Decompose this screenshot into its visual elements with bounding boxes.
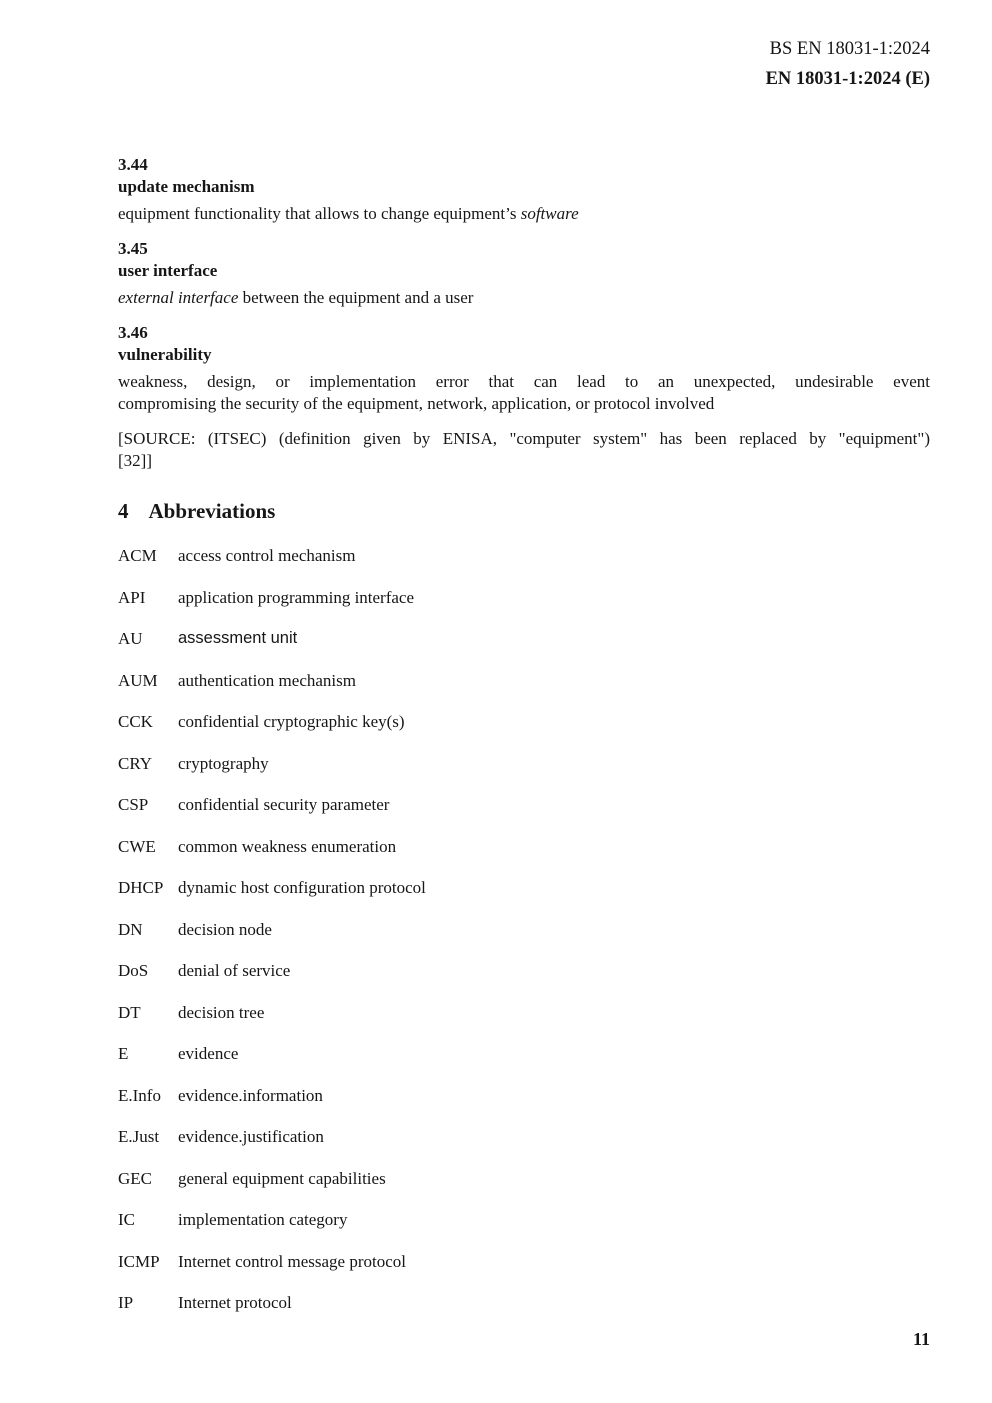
- abbreviation-row: [118, 1292, 930, 1313]
- definition-text-suffix: between the equipment and a user: [238, 288, 474, 307]
- source-note-line1: [SOURCE: (ITSEC) (definition given by ENISA, "computer system" has been replaced by "equipment"): [118, 429, 930, 448]
- abbreviation-code: ACM: [118, 546, 157, 565]
- abbreviation-code: DHCP: [118, 878, 164, 897]
- abbreviation-code: AUM: [118, 670, 158, 690]
- abbreviation-row: [118, 587, 930, 608]
- definition-text-italic: external interface: [118, 288, 239, 307]
- abbreviation-expansion: evidence.justification: [178, 1127, 324, 1146]
- section-heading-abbreviations: [118, 499, 930, 523]
- abbreviation-row: [118, 1168, 930, 1189]
- definition-number: 3.44: [118, 155, 148, 174]
- abbreviation-row: [118, 836, 930, 857]
- abbreviation-row: [118, 794, 930, 815]
- abbreviation-code: CCK: [118, 712, 153, 731]
- definition-3-45: [118, 238, 930, 309]
- abbreviation-expansion: Internet control message protocol: [178, 1251, 407, 1271]
- definition-text-prefix: equipment functionality that allows to change equipment’s: [118, 204, 521, 223]
- abbreviation-expansion: evidence.information: [178, 1085, 323, 1105]
- abbreviation-expansion: implementation category: [178, 1210, 348, 1229]
- abbreviation-row: [118, 1085, 930, 1106]
- abbreviation-expansion: access control mechanism: [178, 546, 356, 565]
- abbreviation-expansion: decision node: [178, 919, 272, 939]
- abbreviation-code: CSP: [118, 795, 149, 814]
- definition-term: user interface: [118, 261, 218, 280]
- definition-number: 3.45: [118, 239, 148, 258]
- standard-ref-bs: BS EN 18031-1:2024: [769, 39, 930, 59]
- abbreviation-expansion: confidential cryptographic key(s): [178, 712, 405, 731]
- abbreviation-code: E: [118, 1044, 129, 1063]
- abbreviation-row: [118, 628, 930, 649]
- definition-number: 3.46: [118, 323, 148, 342]
- abbreviation-row: [118, 753, 930, 774]
- abbreviation-row: [118, 1126, 930, 1147]
- definition-term: vulnerability: [118, 345, 212, 364]
- page-number: 11: [912, 1329, 930, 1349]
- section-title: Abbreviations: [148, 499, 276, 523]
- abbreviation-expansion: general equipment capabilities: [178, 1168, 386, 1188]
- abbreviation-code: CRY: [118, 753, 153, 773]
- abbreviation-expansion: common weakness enumeration: [178, 836, 397, 856]
- abbreviation-code: ICMP: [118, 1251, 160, 1271]
- source-note: [118, 428, 930, 472]
- abbreviation-row: [118, 960, 930, 981]
- definition-text: [118, 203, 930, 225]
- abbreviation-expansion: confidential security parameter: [178, 795, 390, 814]
- abbreviation-expansion: application programming interface: [178, 587, 415, 607]
- abbreviations-list: [118, 545, 930, 1313]
- abbreviation-row: [118, 919, 930, 940]
- abbreviation-code: GEC: [118, 1168, 152, 1188]
- abbreviation-expansion: decision tree: [178, 1002, 265, 1022]
- abbreviation-row: [118, 545, 930, 566]
- abbreviation-expansion: assessment unit: [178, 629, 298, 647]
- abbreviation-code: AU: [118, 629, 143, 648]
- abbreviation-code: DT: [118, 1002, 141, 1022]
- abbreviation-expansion: Internet protocol: [178, 1293, 292, 1312]
- abbreviation-code: E.Info: [118, 1085, 161, 1105]
- abbreviation-expansion: evidence: [178, 1044, 239, 1063]
- page-header: [118, 34, 930, 94]
- abbreviation-expansion: dynamic host configuration protocol: [178, 878, 426, 897]
- abbreviation-expansion: denial of service: [178, 961, 291, 980]
- abbreviation-row: [118, 1043, 930, 1064]
- abbreviation-code: CWE: [118, 836, 156, 856]
- abbreviation-code: DoS: [118, 961, 149, 980]
- definition-text-italic: software: [520, 204, 579, 223]
- abbreviation-row: [118, 1209, 930, 1230]
- definition-3-46: [118, 322, 930, 472]
- section-number: 4: [118, 499, 129, 523]
- source-note-line2: [32]]: [118, 451, 152, 470]
- definition-text-line2: compromising the security of the equipment, network, application, or protocol involved: [118, 394, 715, 413]
- abbreviation-row: [118, 670, 930, 691]
- abbreviation-code: IP: [118, 1293, 134, 1312]
- definition-text: [118, 287, 930, 309]
- abbreviation-code: DN: [118, 919, 143, 939]
- abbreviation-row: [118, 1251, 930, 1272]
- abbreviation-row: [118, 1002, 930, 1023]
- abbreviation-code: E.Just: [118, 1127, 160, 1146]
- abbreviation-code: IC: [118, 1210, 135, 1229]
- definitions-section: [118, 154, 930, 472]
- abbreviation-code: API: [118, 587, 146, 607]
- standard-ref-en: EN 18031-1:2024 (E): [765, 69, 930, 89]
- definition-3-44: [118, 154, 930, 225]
- abbreviation-row: [118, 877, 930, 898]
- definition-text-line1: weakness, design, or implementation error that can lead to an unexpected, undesirable event: [118, 372, 930, 391]
- abbreviation-row: [118, 711, 930, 732]
- definition-text: [118, 371, 930, 415]
- definition-term: update mechanism: [118, 177, 255, 196]
- abbreviation-expansion: cryptography: [178, 753, 269, 773]
- abbreviation-expansion: authentication mechanism: [178, 670, 356, 690]
